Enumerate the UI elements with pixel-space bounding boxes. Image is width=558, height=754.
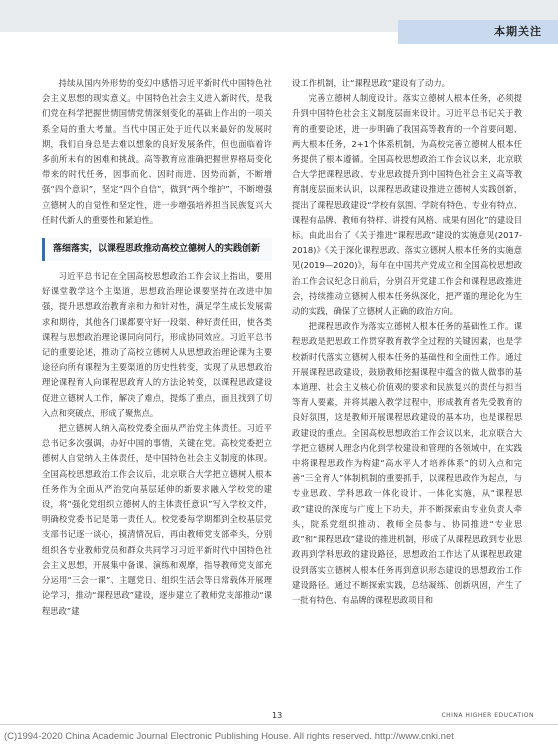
copyright-notice: (C)1994-2020 China Academic Journal Electronic Publishing House. All rights reserved. http://www.cnki.net [4,731,454,742]
section-heading: 落细落实，以课程思政推动高校立德树人的实践创新 [42,238,272,261]
footer-divider [0,724,558,725]
body-paragraph-continued: 设工作机制，让“课程思政”建设有了动力。 [292,78,450,88]
body-paragraph: 习近平总书记在全国高校思想政治工作会议上指出，要用好课堂教学这个主渠道，思想政治理论课要坚持在改进中加强，提升思想政治教育亲和力和针对性，满足学生成长发展需求和期待，其他各门课都要守好一段渠、种好责任田，使各类课程与思想政治理论课同向同行，形成协同效应。习近平总书记的重要论述，推动了高校立德树人从思想政治理论课为主要途径向所有课程为主要渠道的历史性转变，实现了从思想政治理论课程育人向课程思政育人的方法论转变，以课程思政建设促进立德树人工作，解决了难点，提炼了重点，面且找到了切入点和突破点，形成了聚焦点。 [42,271,272,418]
page-number: 13 [272,711,283,720]
page-header [0,0,558,40]
left-column [42,76,272,619]
body-paragraph: 把立德树人纳入高校党委全面从严治党主体责任。习近平总书记多次强调，办好中国的事情，关键在党。高校党委把立德树人自觉纳入主体责任，是中国特色社会主义制度的体现。全国高校思想政治工作会议后，北京联合大学把立德树人根本任务作为全面从严治党向基层延伸的新要求融入学校党的建设，将“强化党组织立德树人的主体责任意识”写入学校文件，明确校党委书记是第一责任人。校党委每学期都到全校基层党支部书记逐一谈心，摸清情况后，再由教师党支部牵头，分别组织各专业教师党员和群众共同学习习近平新时代中国特色社会主义思想，开展集中备课、演练和观摩，指导教师党支部充分运用“三会一课”、主题党日、组织生活会等日常载体开展理论学习，推动“课程思政”建设，逐步建立了教师党支部推动“课程思政”建 [42,423,272,616]
section-title: 本期关注 [494,25,542,38]
body-paragraph: 完善立德树人制度设计。落实立德树人根本任务，必须提升到中国特色社会主义制度层面来设计。习近平总书记关于教育的重要论述，进一步明确了我国高等教育的一个首要问题、两大根本任务，2+1个体系机制，为高校完善立德树人根本任务提供了根本遵循。全国高校思想政治工作会议以来，北京联合大学把课程思政、专业思政提升到中国特色社会主义高等教育制度层面来认识，以课程思政建设推进立德树人实践创新，提出了课程思政建设“学校有氛围、学院有特色、专业有特点、课程有品牌、教师有特样、讲授有风格、成果有固化”的建设目标。由此出台了《关于推进“课程思政”建设的实施意见(2017-2018)》《关于深化课程思政、落实立德树人根本任务的实施意见(2019—2020)》，每年在中国共产党成立和全国高校思想政治工作会议纪念日前后，分别召开党建工作会和课程思政推进会，持续推动立德树人根本任务纵深化，把严谨的理论化为生动的实践，确保了立德树人正确的政治方向。 [292,93,522,317]
intro-paragraph: 持续从国内外形势的变幻中感悟习近平新时代中国特色社会主义思想的现实意义。中国特色社会主义进入新时代，是我们党在科学把握世情国情党情深刻变化的基础上作出的一项关系全局的重大考量。当代中国正处于近代以来最好的发展时期，我们自身总是去难以想象的良好发展条件，但也面临着许多前所未有的困难和挑战。高等教育应准确把握世界格局变化带来的时代任务，因事而化、因时而进、因势而新，不断增强“四个意识”，坚定“四个自信”，做到“两个维护”，不断增强立德树人的自觉性和坚定性，进一步增强培养担当民族复兴大任时代新人的重要性和紧迫性。 [42,78,272,225]
right-column [292,76,522,608]
body-paragraph: 把课程思政作为落实立德树人根本任务的基础性工作。课程思政是把思政工作贯穿教育教学全过程的关键因素，也是学校新时代落实立德树人根本任务的基础性和全面性工作。通过开展课程思政建设，鼓励教师挖掘课程中蕴含的做人做事的基本道理、社会主义核心价值观的要求和民族复兴的责任与担当等育人要素，并将其融入教学过程中，形成教育者先受教育的良好氛围，这是教师开展课程思政建设的基本功，也是课程思政建设的重点。全国高校思想政治工作会议以来，北京联合大学把立德树人理念内化到学校建设和管理的各领域中，在实践中将课程思政作为构建“高水平人才培养体系”的切入点和完善“三全育人”体制机制的重要抓手，以课程思政作为起点，与专业思政、学科思政一体化设计、一体化实施，从“课程思政”建设的深度与广度上下功夫，并不断探索由专业负责人牵头，院系党组织推动、教师全员参与、协同推进“专业思政”和“课程思政”建设的推进机制，形成了从课程思政到专业思政再到学科思政的建设路径，思想政治工作达了从课程思政建设到落实立德树人根本任务再到意识形态建设的思想政治工作建设路径。通过不断探索实践，总结凝练、创新巩固，产生了一批有特色、有品牌的课程思政项目和 [292,321,522,605]
journal-name: CHINA HIGHER EDUCATION [441,712,534,719]
